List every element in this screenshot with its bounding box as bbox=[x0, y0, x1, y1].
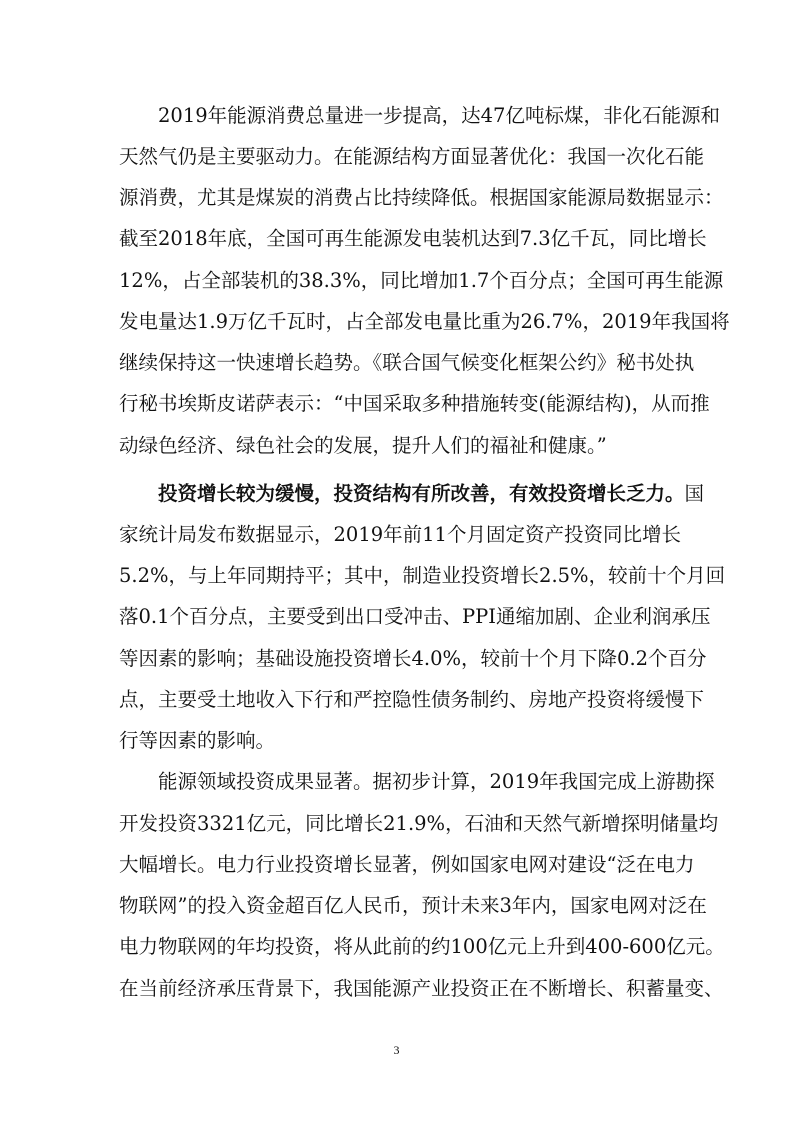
paragraph-line: 物联网”的投入资金超百亿人民币，预计未来3年内，国家电网对泛在 bbox=[119, 894, 707, 917]
bold-lead-sentence: 投资增长较为缓慢，投资结构有所改善，有效投资增长乏力。 bbox=[158, 482, 685, 505]
paragraph-line: 在当前经济承压背景下，我国能源产业投资正在不断增长、积蓄量变、 bbox=[119, 977, 724, 1000]
paragraph-line: 落0.1个百分点，主要受到出口受冲击、PPI通缩加剧、企业利润承压 bbox=[119, 605, 711, 628]
paragraph-line bbox=[158, 482, 705, 508]
paragraph-line: 继续保持这一快速增长趋势。《联合国气候变化框架公约》秘书处执 bbox=[119, 351, 695, 374]
paragraph-line: 5.2%，与上年同期持平；其中，制造业投资增长2.5%，较前十个月回 bbox=[119, 564, 726, 587]
paragraph-line: 点，主要受土地收入下行和严控隐性债务制约、房地产投资将缓慢下 bbox=[119, 688, 705, 711]
paragraph-line: 行秘书埃斯皮诺萨表示：“中国采取多种措施转变(能源结构)，从而推 bbox=[119, 392, 710, 415]
paragraph-line: 大幅增长。电力行业投资增长显著，例如国家电网对建设“泛在电力 bbox=[119, 853, 695, 876]
paragraph-line: 能源领域投资成果显著。据初步计算，2019年我国完成上游勘探 bbox=[158, 770, 715, 793]
paragraph-line: 天然气仍是主要驱动力。在能源结构方面显著优化：我国一次化石能 bbox=[119, 145, 705, 168]
paragraph-line: 截至2018年底，全国可再生能源发电装机达到7.3亿千瓦，同比增长 bbox=[119, 227, 707, 250]
paragraph-line: 源消费，尤其是煤炭的消费占比持续降低。根据国家能源局数据显示： bbox=[119, 186, 724, 209]
paragraph-line: 12%，占全部装机的38.3%，同比增加1.7个百分点；全国可再生能源 bbox=[119, 269, 724, 292]
paragraph-line: 动绿色经济、绿色社会的发展，提升人们的福祉和健康。” bbox=[119, 434, 607, 457]
paragraph-line: 等因素的影响；基础设施投资增长4.0%，较前十个月下降0.2个百分 bbox=[119, 647, 707, 670]
paragraph-line: 开发投资3321亿元，同比增长21.9%，石油和天然气新增探明储量均 bbox=[119, 812, 719, 835]
page-number: 3 bbox=[393, 1043, 400, 1057]
paragraph-line: 2019年能源消费总量进一步提高，达47亿吨标煤，非化石能源和 bbox=[158, 104, 720, 127]
paragraph-line: 家统计局发布数据显示，2019年前11个月固定资产投资同比增长 bbox=[119, 523, 681, 546]
paragraph-line: 行等因素的影响。 bbox=[119, 729, 276, 752]
paragraph-line-tail: 国 bbox=[684, 482, 705, 505]
paragraph-line: 发电量达1.9万亿千瓦时，占全部发电量比重为26.7%，2019年我国将 bbox=[119, 310, 730, 333]
paragraph-line: 电力物联网的年均投资，将从此前的约100亿元上升到400-600亿元。 bbox=[119, 935, 725, 958]
